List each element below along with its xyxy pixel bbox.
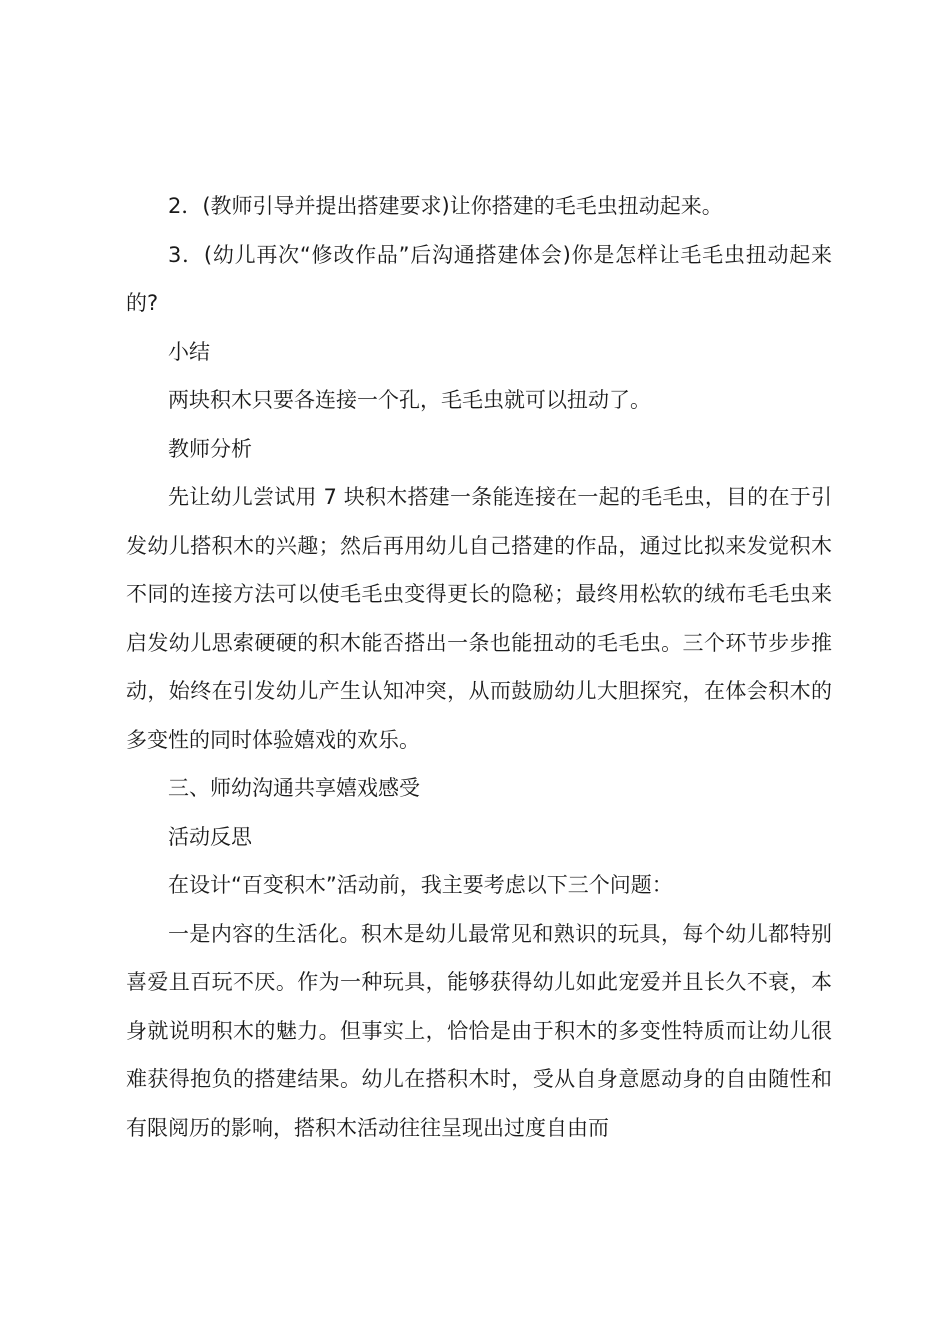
paragraph-step-3: 3．(幼儿再次“修改作品”后沟通搭建体会)你是怎样让毛毛虫扭动起来的? <box>126 242 832 315</box>
paragraph-reflection-point-one: 一是内容的生活化。积木是幼儿最常见和熟识的玩具，每个幼儿都特别喜爱且百玩不厌。作为一种玩具，能够获得幼儿如此宠爱并且长久不衰，本身就说明积木的魅力。但事实上，恰恰是由于积木的多变性特质而让幼儿很难获得抱负的搭建结果。幼儿在搭积木时，受从自身意愿动身的自由随性和有限阅历的影响，搭积木活动往往呈现出过度自由而 <box>126 921 832 1140</box>
paragraph-step-2: 2．(教师引导并提出搭建要求)让你搭建的毛毛虫扭动起来。 <box>168 194 723 218</box>
heading-teacher-analysis: 教师分析 <box>168 436 252 461</box>
heading-summary: 小结 <box>168 339 210 364</box>
document-body <box>126 182 832 1152</box>
paragraph-reflection-intro: 在设计“百变积木”活动前，我主要考虑以下三个问题： <box>168 873 673 897</box>
paragraph-summary: 两块积木只要各连接一个孔，毛毛虫就可以扭动了。 <box>168 388 651 412</box>
paragraph-teacher-analysis: 先让幼儿尝试用 7 块积木搭建一条能连接在一起的毛毛虫，目的在于引发幼儿搭积木的兴趣；然后再用幼儿自己搭建的作品，通过比拟来发觉积木不同的连接方法可以使毛毛虫变得更长的隐秘；最终用松软的绒布毛毛虫来启发幼儿思索硬硬的积木能否搭出一条也能扭动的毛毛虫。三个环节步步推动，始终在引发幼儿产生认知冲突，从而鼓励幼儿大胆探究，在体会积木的多变性的同时体验嬉戏的欢乐。 <box>126 485 832 752</box>
heading-activity-reflection: 活动反思 <box>168 824 252 849</box>
heading-section-three: 三、师幼沟通共享嬉戏感受 <box>168 776 420 800</box>
